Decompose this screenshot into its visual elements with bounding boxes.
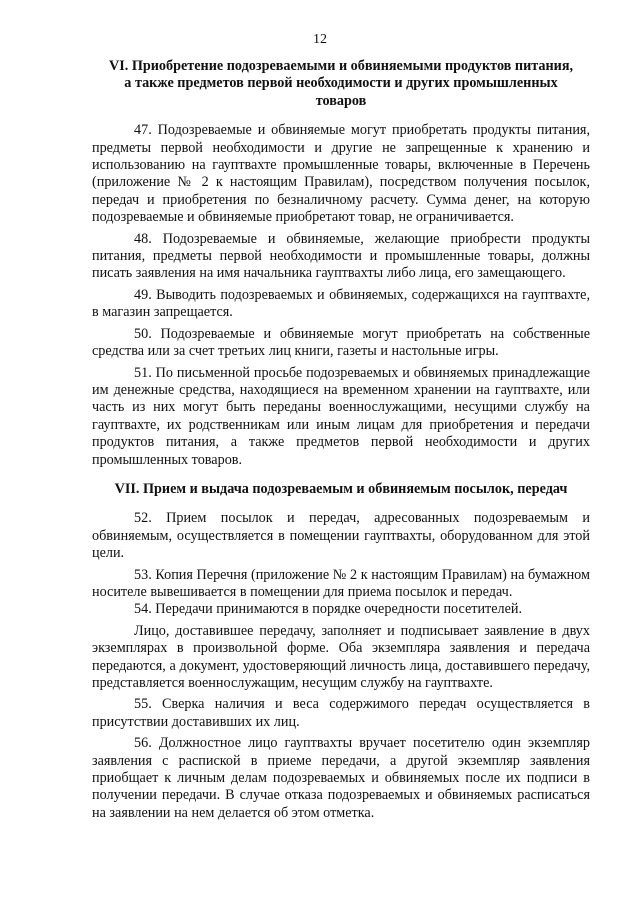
section-7-heading: VII. Прием и выдача подозреваемым и обвиняемым посылок, передач	[114, 480, 568, 497]
section-6-heading-line-2: а также предметов первой необходимости и других промышленных	[124, 75, 558, 92]
paragraph-51: 51. По письменной просьбе подозреваемых и обвиняемых принадлежащие им денежные средства, находящиеся на временном хранении на гауптвахте, или часть из них могут быть переданы военнослужащими, несущими службу на гауптвахте, их родственникам или иным лицам для приобретения и передачи продуктов питания, а также предметов первой необходимости и других промышленных товаров.	[92, 364, 590, 468]
paragraph-49: 49. Выводить подозреваемых и обвиняемых, содержащихся на гауптвахте, в магазин запрещается.	[92, 286, 590, 321]
paragraph-54: 54. Передачи принимаются в порядке очередности посетителей.	[134, 601, 523, 618]
paragraph-48: 48. Подозреваемые и обвиняемые, желающие приобрести продукты питания, предметы первой необходимости и промышленные товары, должны писать заявления на имя начальника гауптвахты либо лица, его замещающего.	[92, 230, 590, 282]
paragraph-56: 56. Должностное лицо гауптвахты вручает посетителю один экземпляр заявления с распиской в приеме передачи, а другой экземпляр заявления приобщает к личным делам подозреваемых и обвиняемых после их подписи в получении передачи. В случае отказа подозреваемых и обвиняемых расписаться на заявлении на нем делается об этом отметка.	[92, 735, 590, 821]
page-number: 12	[313, 32, 327, 47]
section-6-heading-line-1: VI. Приобретение подозреваемыми и обвиняемыми продуктов питания,	[108, 58, 574, 74]
paragraph-54-continued: Лицо, доставившее передачу, заполняет и подписывает заявление в двух экземплярах в произвольной форме. Оба экземпляра заявления и передача передаются, а документ, удостоверяющий личность лица, доставившего передачу, представляется военнослужащим, несущим службу на гауптвахте.	[92, 622, 590, 691]
paragraph-53: 53. Копия Перечня (приложение № 2 к настоящим Правилам) на бумажном носителе вывешивается в помещении для приема посылок и передач.	[92, 566, 590, 600]
section-6-heading-line-3: товаров	[315, 92, 367, 109]
paragraph-47: 47. Подозреваемые и обвиняемые могут приобретать продукты питания, предметы первой необходимости и другие не запрещенные к хранению и использованию на гауптвахте промышленные товары, включенные в Перечень (приложение № 2 к настоящим Правилам), посредством получения посылок, передач и приобретения по безналичному расчету. Сумма денег, на которую подозреваемые и обвиняемые приобретают товар, не ограничивается.	[92, 122, 590, 226]
paragraph-50: 50. Подозреваемые и обвиняемые могут приобретать на собственные средства или за счет третьих лиц книги, газеты и настольные игры.	[92, 325, 590, 360]
page-content	[92, 58, 590, 822]
paragraph-52: 52. Прием посылок и передач, адресованных подозреваемым и обвиняемым, осуществляется в помещении гауптвахты, оборудованном для этой цели.	[92, 510, 590, 562]
paragraph-55: 55. Сверка наличия и веса содержимого передач осуществляется в присутствии доставивших их лиц.	[92, 696, 590, 730]
section-6-heading	[92, 58, 590, 110]
